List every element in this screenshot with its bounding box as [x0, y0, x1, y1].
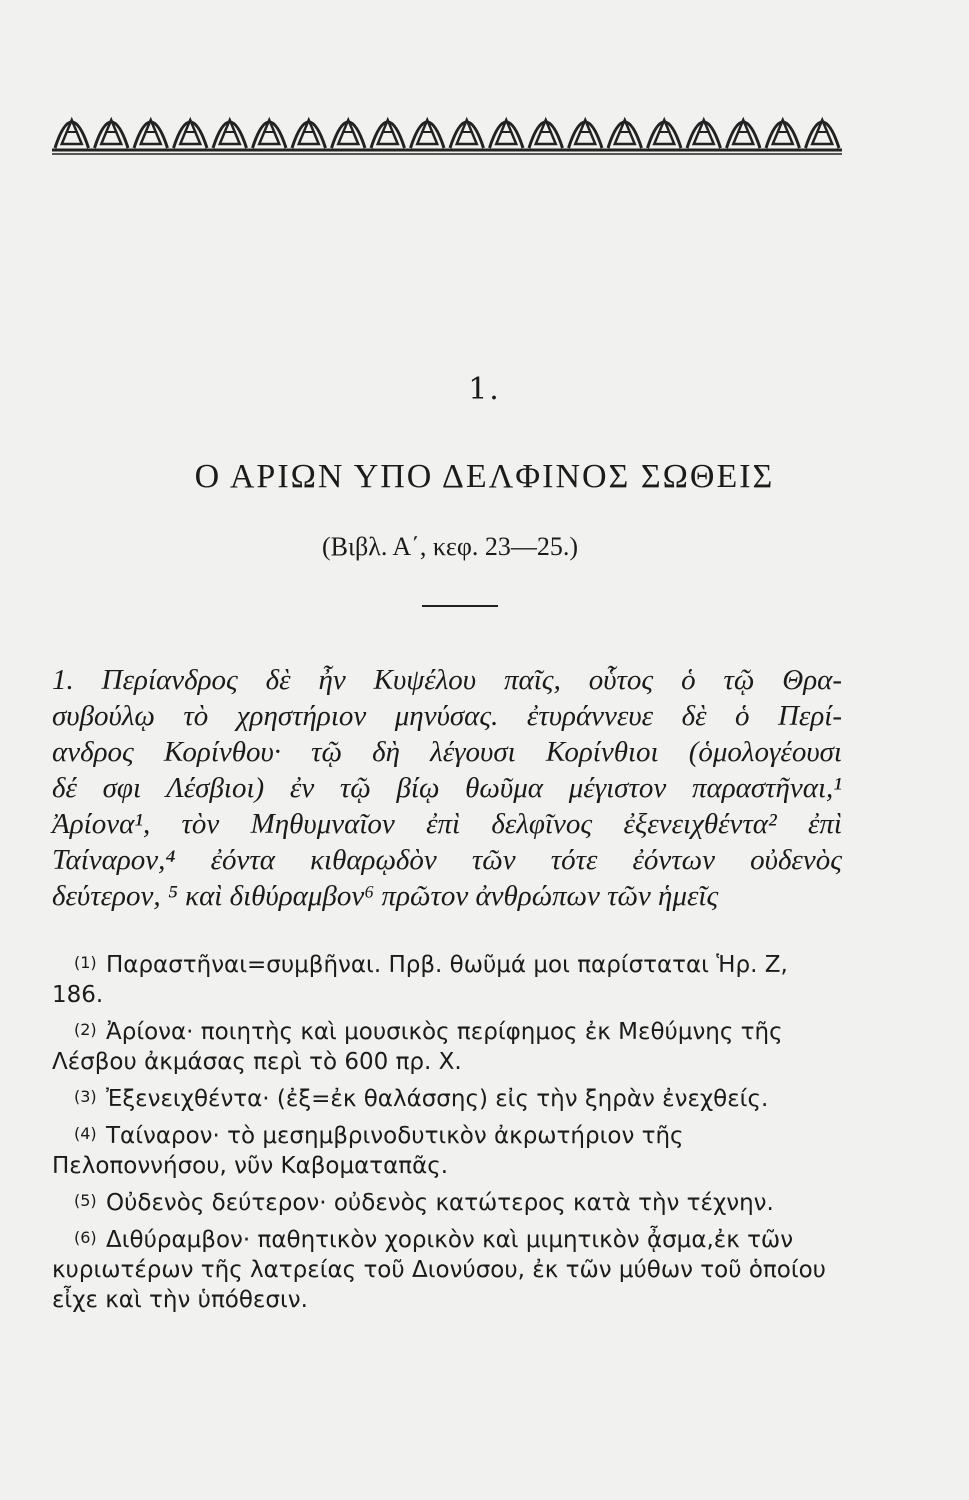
- divider-rule: [422, 605, 498, 607]
- section-number: 1.: [468, 372, 501, 407]
- footnote-text: Παραστῆναι=συμβῆναι. Πρβ. θωῦμά μοι παρίσταται Ἡρ. Ζ, 186.: [52, 952, 788, 1008]
- footnote-number: (2): [74, 1020, 97, 1039]
- footnote-text: Ἀρίονα· ποιητὴς καὶ μουσικὸς περίφημος ἐκ Μεθύμνης τῆς Λέσβου ἀκμάσας περὶ τὸ 600 πρ. Χ.: [52, 1019, 783, 1075]
- chapter-title: Ο ΑΡΙΩΝ ΥΠΟ ΔΕΛΦΙΝΟΣ ΣΩΘΕΙΣ: [194, 458, 775, 495]
- footnote: [52, 948, 842, 1010]
- footnote-text: Οὐδενὸς δεύτερον· οὐδενὸς κατώτερος κατὰ τὴν τέχνην.: [105, 1190, 774, 1216]
- text-line: δεύτερον, ⁵ καὶ διθύραμβον⁶ πρῶτον ἀνθρώπων τῶν ἡμεῖς: [52, 880, 719, 912]
- footnote-number: (3): [74, 1087, 97, 1106]
- footnote-text: Ταίναρον· τὸ μεσημβρινοδυτικὸν ἀκρωτήριον τῆς Πελοποννήσου, νῦν Καβοματαπᾶς.: [52, 1123, 684, 1179]
- footnote: [52, 1223, 842, 1315]
- text-line: Ταίναρον,⁴ ἐόντα κιθαρῳδὸν τῶν τότε ἐόντων οὐδενὸς: [52, 844, 842, 876]
- footnote-number: (1): [74, 953, 97, 972]
- footnote-text: Ἐξενειχθέντα· (ἐξ=ἐκ θαλάσσης) εἰς τὴν ξηρὰν ἐνεχθείς.: [105, 1086, 769, 1112]
- text-line: Ἀρίονα¹, τὸν Μηθυμναῖον ἐπὶ δελφῖνος ἐξενειχθέντα² ἐπὶ: [52, 808, 842, 840]
- footnote: [52, 1119, 842, 1181]
- footnote: [52, 1015, 842, 1077]
- footnote: [52, 1082, 842, 1114]
- footnotes: [52, 948, 842, 1320]
- footnote-number: (5): [74, 1191, 97, 1210]
- text-line: συβούλῳ τὸ χρηστήριον μηνύσας. ἐτυράννευε δὲ ὁ Περί-: [52, 700, 842, 732]
- greek-knot-border-icon: [52, 104, 842, 156]
- footnote-number: (4): [74, 1124, 97, 1143]
- footnote-text: Διθύραμβον· παθητικὸν χορικὸν καὶ μιμητικὸν ᾆσμα,ἐκ τῶν κυριωτέρων τῆς λατρείας τοῦ Διονύσου, ἐκ τῶν μύθων τοῦ ὁποίου εἶχε καὶ τὴν ὑπόθεσιν.: [52, 1227, 826, 1313]
- footnote: [52, 1186, 842, 1218]
- text-line: δέ σφι Λέσβιοι) ἐν τῷ βίῳ θωῦμα μέγιστον παραστῆναι,¹: [52, 772, 842, 804]
- text-line: 1. Περίανδρος δὲ ἦν Κυψέλου παῖς, οὗτος ὁ τῷ Θρα-: [52, 664, 842, 696]
- main-text: [52, 662, 842, 914]
- source-reference: (Βιβλ. Α΄, κεφ. 23—25.): [321, 532, 578, 561]
- footnote-number: (6): [74, 1228, 97, 1247]
- text-line: ανδρος Κορίνθου· τῷ δὴ λέγουσι Κορίνθιοι (ὁμολογέουσι: [52, 736, 842, 768]
